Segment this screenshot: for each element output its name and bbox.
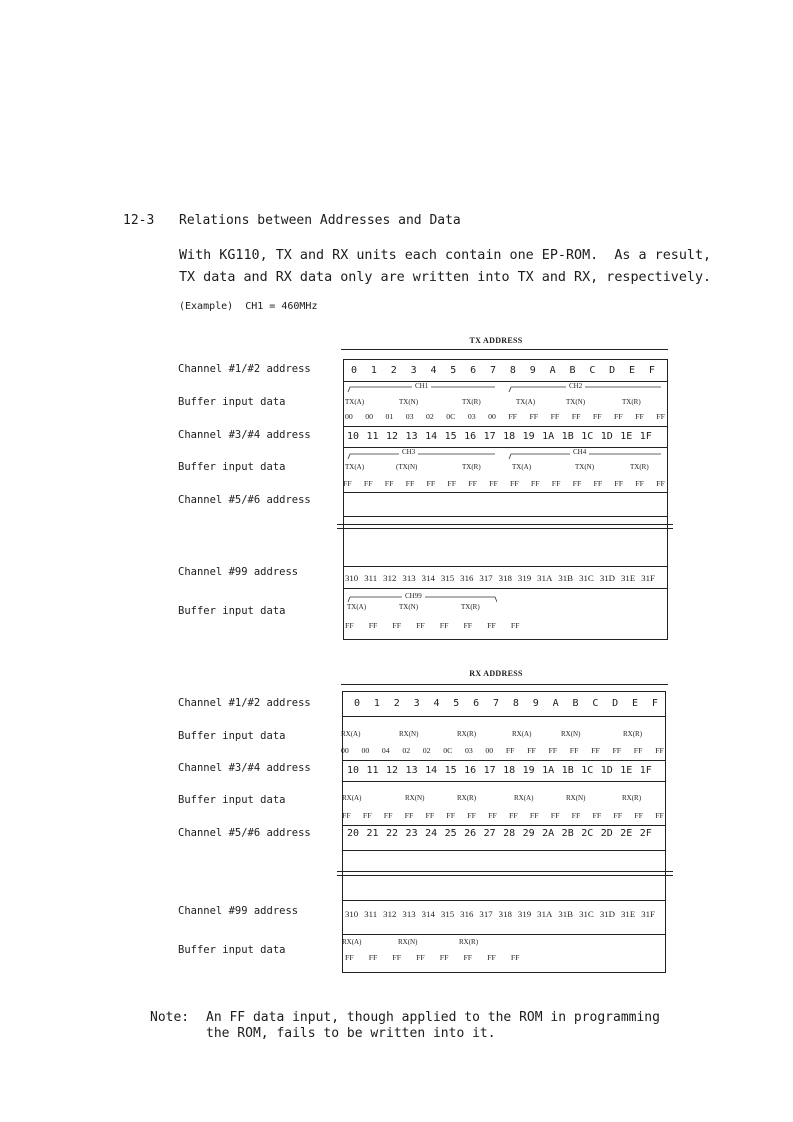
address-cell: 31E	[621, 573, 636, 583]
data-cell: FF	[416, 953, 425, 962]
tx-label-ch12-address: Channel #1/#2 address	[178, 363, 311, 375]
address-cell: 311	[364, 909, 378, 919]
data-cell: FF	[613, 811, 623, 820]
section-number: 12-3	[123, 213, 155, 228]
address-cell: 26	[464, 828, 477, 839]
tx-data-row-2	[343, 479, 665, 488]
address-cell: 9	[532, 698, 539, 709]
data-cell: FF	[404, 811, 414, 820]
address-cell: 11	[366, 765, 379, 776]
address-cell: 310	[345, 573, 359, 583]
address-cell: 0	[354, 698, 361, 709]
address-cell: 2E	[620, 828, 633, 839]
tx-seg-1-5: TX(N)	[566, 398, 586, 406]
data-cell: FF	[368, 953, 378, 962]
address-cell: 15	[444, 431, 457, 442]
rx-label-ch56-address: Channel #5/#6 address	[178, 827, 311, 839]
tx-seg-1-1: TX(A)	[345, 398, 365, 406]
data-cell: FF	[505, 746, 515, 755]
tx-label-ch99-address: Channel #99 address	[178, 566, 299, 578]
address-cell: 1D	[600, 765, 613, 776]
rx-seg-1-3: RX(R)	[457, 730, 477, 738]
intro-paragraph	[179, 245, 712, 289]
data-cell: FF	[510, 621, 520, 630]
data-cell: FF	[529, 412, 539, 421]
rx-data-row-99	[345, 953, 545, 962]
data-cell: 04	[381, 746, 390, 755]
data-cell: FF	[343, 479, 352, 488]
address-cell: 19	[522, 431, 535, 442]
data-cell: 00	[488, 412, 496, 421]
rx-data-row-1	[341, 746, 664, 755]
data-cell: FF	[527, 746, 536, 755]
tx-ch4-label: CH4	[570, 448, 589, 456]
data-cell: FF	[463, 621, 473, 630]
data-cell: 0C	[443, 746, 453, 755]
data-cell: FF	[571, 811, 581, 820]
tx-data-row-99	[345, 621, 545, 630]
tx-seg-1-6: TX(R)	[622, 398, 641, 406]
address-cell: 319	[517, 573, 532, 583]
data-cell: FF	[416, 621, 425, 630]
rx-seg-1-5: RX(N)	[561, 730, 581, 738]
address-cell: 1C	[581, 765, 594, 776]
address-cell: 1B	[561, 431, 574, 442]
address-cell: 317	[479, 909, 493, 919]
data-cell: FF	[362, 811, 372, 820]
data-cell: FF	[508, 412, 517, 421]
address-cell: 31D	[599, 909, 615, 919]
address-cell: 8	[512, 698, 519, 709]
data-cell: FF	[392, 953, 402, 962]
address-cell: 16	[464, 765, 477, 776]
address-cell: 31B	[558, 909, 574, 919]
data-cell: FF	[593, 479, 603, 488]
address-cell: 2F	[639, 828, 652, 839]
data-cell: FF	[550, 412, 560, 421]
data-cell: FF	[368, 621, 378, 630]
address-cell: 17	[483, 431, 496, 442]
data-cell: FF	[656, 479, 665, 488]
data-cell: FF	[529, 811, 539, 820]
address-cell: 13	[405, 431, 418, 442]
tx-address-row-1	[351, 365, 655, 376]
tx-seg-1-2: TX(N)	[399, 398, 419, 406]
address-cell: B	[569, 365, 576, 376]
tx-row-divider	[343, 447, 668, 448]
data-cell: 03	[467, 412, 476, 421]
data-cell: FF	[633, 746, 643, 755]
tx-label-buffer-99: Buffer input data	[178, 605, 286, 617]
address-cell: B	[572, 698, 579, 709]
data-cell: FF	[489, 479, 498, 488]
tx-row-divider	[343, 492, 668, 493]
data-cell: FF	[467, 811, 476, 820]
data-cell: FF	[488, 811, 497, 820]
tx-row-divider	[343, 588, 668, 589]
data-cell: FF	[447, 479, 457, 488]
rx-seg-99-3: RX(R)	[459, 938, 479, 946]
data-cell: FF	[592, 811, 602, 820]
data-cell: 00	[485, 746, 494, 755]
address-cell: 27	[483, 828, 496, 839]
address-cell: 6	[470, 365, 477, 376]
address-cell: 3	[410, 365, 417, 376]
rx-seg-99-1: RX(A)	[342, 938, 362, 946]
data-cell: FF	[572, 479, 582, 488]
address-cell: 0	[351, 365, 358, 376]
tx-break-line	[337, 524, 673, 529]
note-line-1: An FF data input, though applied to the ROM in programming	[206, 1010, 660, 1025]
data-cell: 00	[345, 412, 353, 421]
data-cell: 0C	[446, 412, 456, 421]
address-cell: 1A	[542, 431, 555, 442]
address-cell: 31A	[537, 573, 553, 583]
address-cell: E	[632, 698, 639, 709]
address-cell: 313	[402, 909, 416, 919]
tx-row-divider	[343, 381, 668, 382]
tx-data-row-1	[345, 412, 665, 421]
rx-address-row-2	[347, 765, 652, 776]
data-cell: FF	[446, 811, 456, 820]
address-cell: 1D	[600, 431, 613, 442]
address-cell: 311	[364, 573, 378, 583]
address-cell: 8	[509, 365, 516, 376]
data-cell: FF	[426, 479, 436, 488]
address-cell: 1A	[542, 765, 555, 776]
address-cell: 319	[517, 909, 532, 919]
address-cell: 12	[386, 431, 399, 442]
rx-seg-1-6: RX(R)	[623, 730, 643, 738]
address-cell: 31D	[599, 573, 615, 583]
data-cell: FF	[592, 412, 602, 421]
rx-label-buffer-1: Buffer input data	[178, 730, 286, 742]
rx-row-divider	[342, 934, 666, 935]
data-cell: FF	[383, 811, 393, 820]
address-cell: 1F	[639, 431, 652, 442]
address-cell: 312	[383, 909, 397, 919]
address-cell: 24	[425, 828, 438, 839]
address-cell: 312	[383, 573, 397, 583]
data-cell: FF	[591, 746, 600, 755]
tx-table-heading: TX ADDRESS	[469, 336, 523, 345]
data-cell: 03	[405, 412, 414, 421]
address-cell: 18	[503, 431, 516, 442]
address-cell: 31E	[621, 909, 636, 919]
data-cell: FF	[345, 953, 354, 962]
address-cell: 25	[444, 828, 457, 839]
data-cell: FF	[342, 811, 351, 820]
address-cell: 14	[425, 431, 438, 442]
address-cell: 23	[405, 828, 418, 839]
address-cell: 314	[421, 573, 435, 583]
address-cell: A	[552, 698, 559, 709]
rx-label-ch12-address: Channel #1/#2 address	[178, 697, 311, 709]
rx-label-ch99-address: Channel #99 address	[178, 905, 299, 917]
rx-seg-2-5: RX(N)	[566, 794, 586, 802]
data-cell: 01	[385, 412, 394, 421]
data-cell: FF	[405, 479, 415, 488]
tx-address-row-2	[347, 431, 652, 442]
address-cell: F	[651, 698, 658, 709]
data-cell: FF	[510, 479, 519, 488]
address-cell: 10	[347, 431, 360, 442]
address-cell: 2	[393, 698, 400, 709]
data-cell: FF	[392, 621, 402, 630]
data-cell: FF	[487, 953, 496, 962]
address-cell: 1E	[620, 431, 633, 442]
data-cell: FF	[614, 479, 624, 488]
address-cell: 19	[522, 765, 535, 776]
rx-address-row-99	[345, 909, 655, 919]
data-cell: FF	[463, 953, 473, 962]
address-cell: C	[589, 365, 596, 376]
address-cell: 31B	[558, 573, 574, 583]
address-cell: 6	[473, 698, 480, 709]
data-cell: 02	[422, 746, 431, 755]
address-cell: 21	[366, 828, 379, 839]
rx-seg-99-2: RX(N)	[398, 938, 418, 946]
data-cell: FF	[635, 412, 644, 421]
address-cell: 318	[498, 573, 512, 583]
note-text	[206, 1010, 660, 1042]
address-cell: E	[629, 365, 636, 376]
data-cell: FF	[655, 811, 664, 820]
data-cell: FF	[345, 621, 354, 630]
tx-seg-1-3: TX(R)	[462, 398, 481, 406]
data-cell: 02	[426, 412, 434, 421]
address-cell: 16	[464, 431, 477, 442]
example-label: (Example) CH1 = 460MHz	[179, 301, 318, 312]
data-cell: FF	[439, 621, 449, 630]
address-cell: A	[549, 365, 556, 376]
rx-seg-2-4: RX(A)	[514, 794, 534, 802]
tx-label-buffer-1: Buffer input data	[178, 396, 286, 408]
rx-label-buffer-2: Buffer input data	[178, 794, 286, 806]
address-cell: 7	[493, 698, 500, 709]
note-label: Note:	[150, 1010, 190, 1025]
address-cell: 1E	[620, 765, 633, 776]
rx-seg-2-1: RX(A)	[342, 794, 362, 802]
rx-seg-2-3: RX(R)	[457, 794, 477, 802]
rx-seg-1-2: RX(N)	[399, 730, 419, 738]
tx-address-row-99	[345, 573, 655, 583]
address-cell: C	[592, 698, 599, 709]
data-cell: FF	[634, 811, 643, 820]
tx-seg-2-6: TX(R)	[630, 463, 649, 471]
data-cell: FF	[487, 621, 496, 630]
address-cell: 314	[421, 909, 435, 919]
address-cell: 31A	[537, 909, 553, 919]
address-cell: 5	[453, 698, 460, 709]
rx-row-divider	[342, 850, 666, 851]
tx-row-divider	[343, 516, 668, 517]
address-cell: 12	[386, 765, 399, 776]
address-cell: 4	[433, 698, 440, 709]
tx-seg-99-2: TX(N)	[399, 603, 419, 611]
tx-seg-2-3: TX(R)	[462, 463, 481, 471]
rx-label-ch34-address: Channel #3/#4 address	[178, 762, 311, 774]
rx-seg-2-6: RX(R)	[622, 794, 642, 802]
brace-icon	[347, 452, 497, 460]
address-cell: 315	[440, 909, 455, 919]
data-cell: FF	[439, 953, 449, 962]
tx-row-divider	[343, 426, 668, 427]
address-cell: 14	[425, 765, 438, 776]
rx-break-line	[337, 871, 673, 876]
address-cell: D	[609, 365, 616, 376]
data-cell: FF	[614, 412, 623, 421]
data-cell: FF	[509, 811, 518, 820]
data-cell: FF	[425, 811, 435, 820]
address-cell: 28	[503, 828, 516, 839]
tx-seg-99-1: TX(A)	[347, 603, 367, 611]
brace-icon	[508, 385, 663, 393]
tx-seg-2-2: (TX(N)	[396, 463, 418, 471]
address-cell: 5	[450, 365, 457, 376]
rx-row-divider	[342, 760, 666, 761]
address-cell: D	[612, 698, 619, 709]
data-cell: FF	[468, 479, 477, 488]
tx-seg-2-4: TX(A)	[512, 463, 532, 471]
rx-row-divider	[342, 825, 666, 826]
address-cell: 13	[405, 765, 418, 776]
rx-address-row-3	[347, 828, 652, 839]
data-cell: FF	[548, 746, 558, 755]
data-cell: FF	[384, 479, 394, 488]
tx-heading-rule	[341, 349, 668, 350]
address-cell: 10	[347, 765, 360, 776]
tx-seg-2-5: TX(N)	[575, 463, 595, 471]
address-cell: 315	[440, 573, 455, 583]
rx-row-divider	[342, 716, 666, 717]
tx-ch2-label: CH2	[566, 382, 585, 390]
address-cell: 1	[373, 698, 380, 709]
data-cell: FF	[363, 479, 373, 488]
address-cell: 29	[522, 828, 535, 839]
address-cell: 3	[413, 698, 420, 709]
rx-seg-2-2: RX(N)	[405, 794, 425, 802]
data-cell: FF	[656, 412, 665, 421]
rx-row-divider	[342, 900, 666, 901]
address-cell: 318	[498, 909, 512, 919]
data-cell: FF	[551, 479, 561, 488]
address-cell: 9	[529, 365, 536, 376]
rx-label-buffer-99: Buffer input data	[178, 944, 286, 956]
address-cell: 1	[370, 365, 377, 376]
address-cell: 11	[366, 431, 379, 442]
address-cell: F	[648, 365, 655, 376]
tx-ch1-label: CH1	[412, 382, 431, 390]
data-cell: FF	[510, 953, 520, 962]
address-cell: 7	[490, 365, 497, 376]
data-cell: 03	[464, 746, 473, 755]
address-cell: 4	[430, 365, 437, 376]
rx-seg-1-4: RX(A)	[512, 730, 532, 738]
tx-seg-2-1: TX(A)	[345, 463, 365, 471]
data-cell: FF	[635, 479, 644, 488]
tx-ch3-label: CH3	[399, 448, 418, 456]
data-cell: FF	[571, 412, 581, 421]
rx-table-heading: RX ADDRESS	[469, 669, 523, 678]
intro-line-1: With KG110, TX and RX units each contain one EP-ROM. As a result,	[179, 248, 712, 263]
address-cell: 313	[402, 573, 416, 583]
data-cell: FF	[569, 746, 579, 755]
tx-label-buffer-2: Buffer input data	[178, 461, 286, 473]
intro-line-2: TX data and RX data only are written into TX and RX, respectively.	[179, 270, 712, 285]
tx-seg-1-4: TX(A)	[516, 398, 536, 406]
address-cell: 31F	[641, 909, 655, 919]
address-cell: 31C	[579, 909, 594, 919]
address-cell: 22	[386, 828, 399, 839]
address-cell: 15	[444, 765, 457, 776]
rx-data-row-2	[342, 811, 664, 820]
address-cell: 20	[347, 828, 360, 839]
rx-heading-rule	[341, 684, 668, 685]
address-cell: 1B	[561, 765, 574, 776]
tx-label-ch56-address: Channel #5/#6 address	[178, 494, 311, 506]
data-cell: FF	[550, 811, 560, 820]
data-cell: FF	[612, 746, 622, 755]
address-cell: 2C	[581, 828, 594, 839]
data-cell: 02	[402, 746, 411, 755]
address-cell: 18	[503, 765, 516, 776]
data-cell: FF	[530, 479, 540, 488]
tx-label-ch34-address: Channel #3/#4 address	[178, 429, 311, 441]
address-cell: 316	[460, 909, 474, 919]
data-cell: 00	[365, 412, 374, 421]
data-cell: FF	[655, 746, 664, 755]
tx-ch99-label: CH99	[402, 592, 425, 600]
tx-row-divider	[343, 566, 668, 567]
address-cell: 2B	[561, 828, 574, 839]
data-cell: 00	[361, 746, 370, 755]
address-cell: 31C	[579, 573, 594, 583]
address-cell: 2D	[600, 828, 613, 839]
address-cell: 2A	[542, 828, 555, 839]
address-cell: 317	[479, 573, 493, 583]
tx-seg-99-3: TX(R)	[461, 603, 480, 611]
address-cell: 31F	[641, 573, 655, 583]
address-cell: 17	[483, 765, 496, 776]
address-cell: 2	[390, 365, 397, 376]
rx-row-divider	[342, 781, 666, 782]
address-cell: 1C	[581, 431, 594, 442]
data-cell: 00	[341, 746, 349, 755]
rx-seg-1-1: RX(A)	[341, 730, 361, 738]
rx-address-row-1	[354, 698, 658, 709]
address-cell: 310	[345, 909, 359, 919]
address-cell: 316	[460, 573, 474, 583]
address-cell: 1F	[639, 765, 652, 776]
section-title: Relations between Addresses and Data	[179, 213, 461, 228]
note-line-2: the ROM, fails to be written into it.	[206, 1026, 496, 1041]
